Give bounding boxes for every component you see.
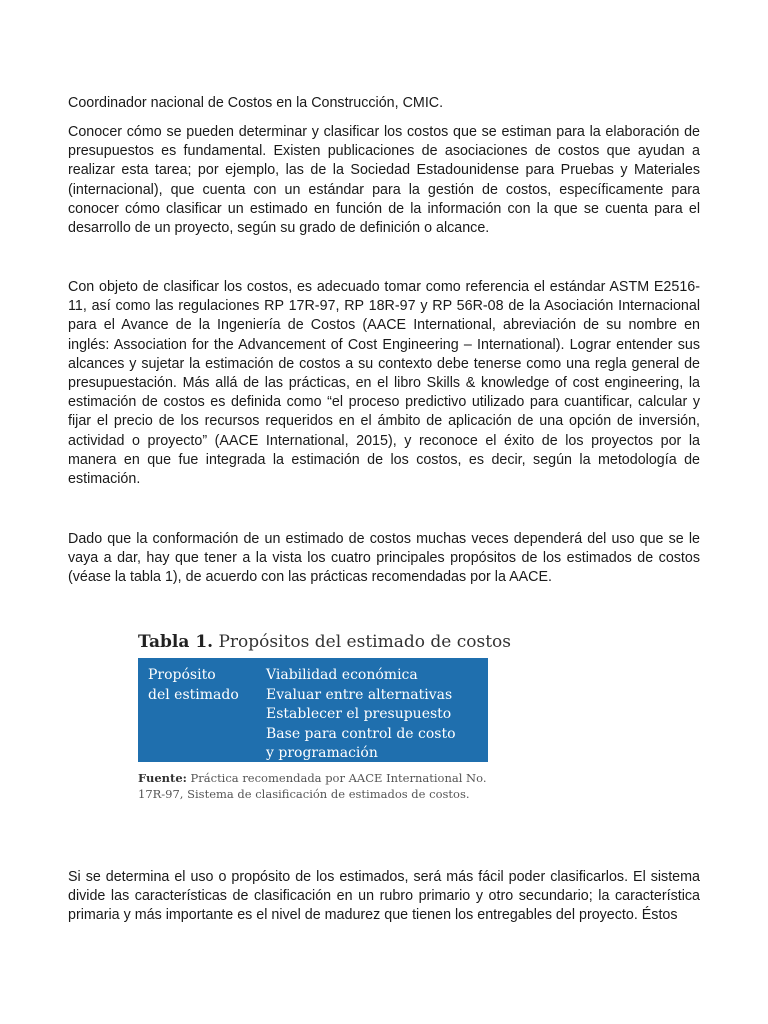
table-1-label: Tabla 1. bbox=[138, 632, 214, 652]
paragraph-purposes: Dado que la conformación de un estimado de costos muchas veces dependerá del uso que se le vaya a dar, hay que tener a la vista los cuatro principales propósitos de los estimados de costos (véase la tabla 1), de acuerdo con las prácticas recomendadas por la AACE. bbox=[68, 531, 700, 586]
paragraph-intro: Conocer cómo se pueden determinar y clasificar los costos que se estiman para la elaboración de presupuestos es fundamental. Existen publicaciones de asociaciones de costos que ayudan a realizar esta tarea; por ejemplo, las de la Sociedad Estadounidense para Pruebas y Materiales (internacional), que cuenta con un estándar para la gestión de costos, específicamente para conocer cómo clasificar un estimado en función de la información con la que se cuenta para el desarrollo de un proyecto, según su grado de definición o alcance. bbox=[68, 124, 700, 237]
table-1-title bbox=[138, 632, 511, 652]
header-line: del estimado bbox=[148, 686, 239, 703]
purpose-item: y programación bbox=[266, 745, 378, 761]
table-1-figure bbox=[138, 632, 511, 802]
source-label: Fuente: bbox=[138, 771, 187, 785]
purpose-item: Base para control de costo bbox=[266, 725, 456, 742]
header-line: Propósito bbox=[148, 667, 216, 683]
author-line: Coordinador nacional de Costos en la Construcción, CMIC. bbox=[68, 95, 444, 111]
purpose-item: Viabilidad económica bbox=[266, 667, 418, 683]
table-1-purposes-list bbox=[266, 666, 478, 761]
purpose-item: Establecer el presupuesto bbox=[266, 706, 452, 722]
table-1-source bbox=[138, 770, 488, 802]
source-text: Práctica recomendada por AACE International No. 17R-97, Sistema de clasificación de estimados de costos. bbox=[138, 771, 487, 801]
purpose-item: Evaluar entre alternativas bbox=[266, 686, 453, 703]
paragraph-classification-system: Si se determina el uso o propósito de los estimados, será más fácil poder clasificarlos. El sistema divide las características de clasificación en un rubro primario y otro secundario; la característica primaria y más importante es el nivel de madurez que tienen los entregables del proyecto. Éstos bbox=[68, 869, 700, 924]
table-1-box bbox=[138, 658, 488, 762]
paragraph-classification: Con objeto de clasificar los costos, es adecuado tomar como referencia el estándar ASTM E2516-11, así como las regulaciones RP 17R-97, RP 18R-97 y RP 56R-08 de la Asociación Internacional para el Avance de la Ingeniería de Costos (AACE International, abreviación de su nombre en inglés: Association for the Advancement of Cost Engineering – International). Lograr entender sus alcances y sujetar la estimación de costos a su contexto debe tenerse como una regla general de presupuestación. Más allá de las prácticas, en el libro Skills & knowledge of cost engineering, la estimación de costos es definida como “el proceso predictivo utilizado para cuantificar, calcular y fijar el precio de los recursos requeridos en el ámbito de aplicación de una opción de inversión, actividad o proyecto” (AACE International, 2015), y reconoce el éxito de los proyectos por la manera en que fue integrada la estimación de los costos, es decir, según la metodología de estimación. bbox=[68, 279, 700, 488]
table-1-header-cell bbox=[148, 666, 266, 752]
table-1-caption: Propósitos del estimado de costos bbox=[218, 632, 511, 652]
